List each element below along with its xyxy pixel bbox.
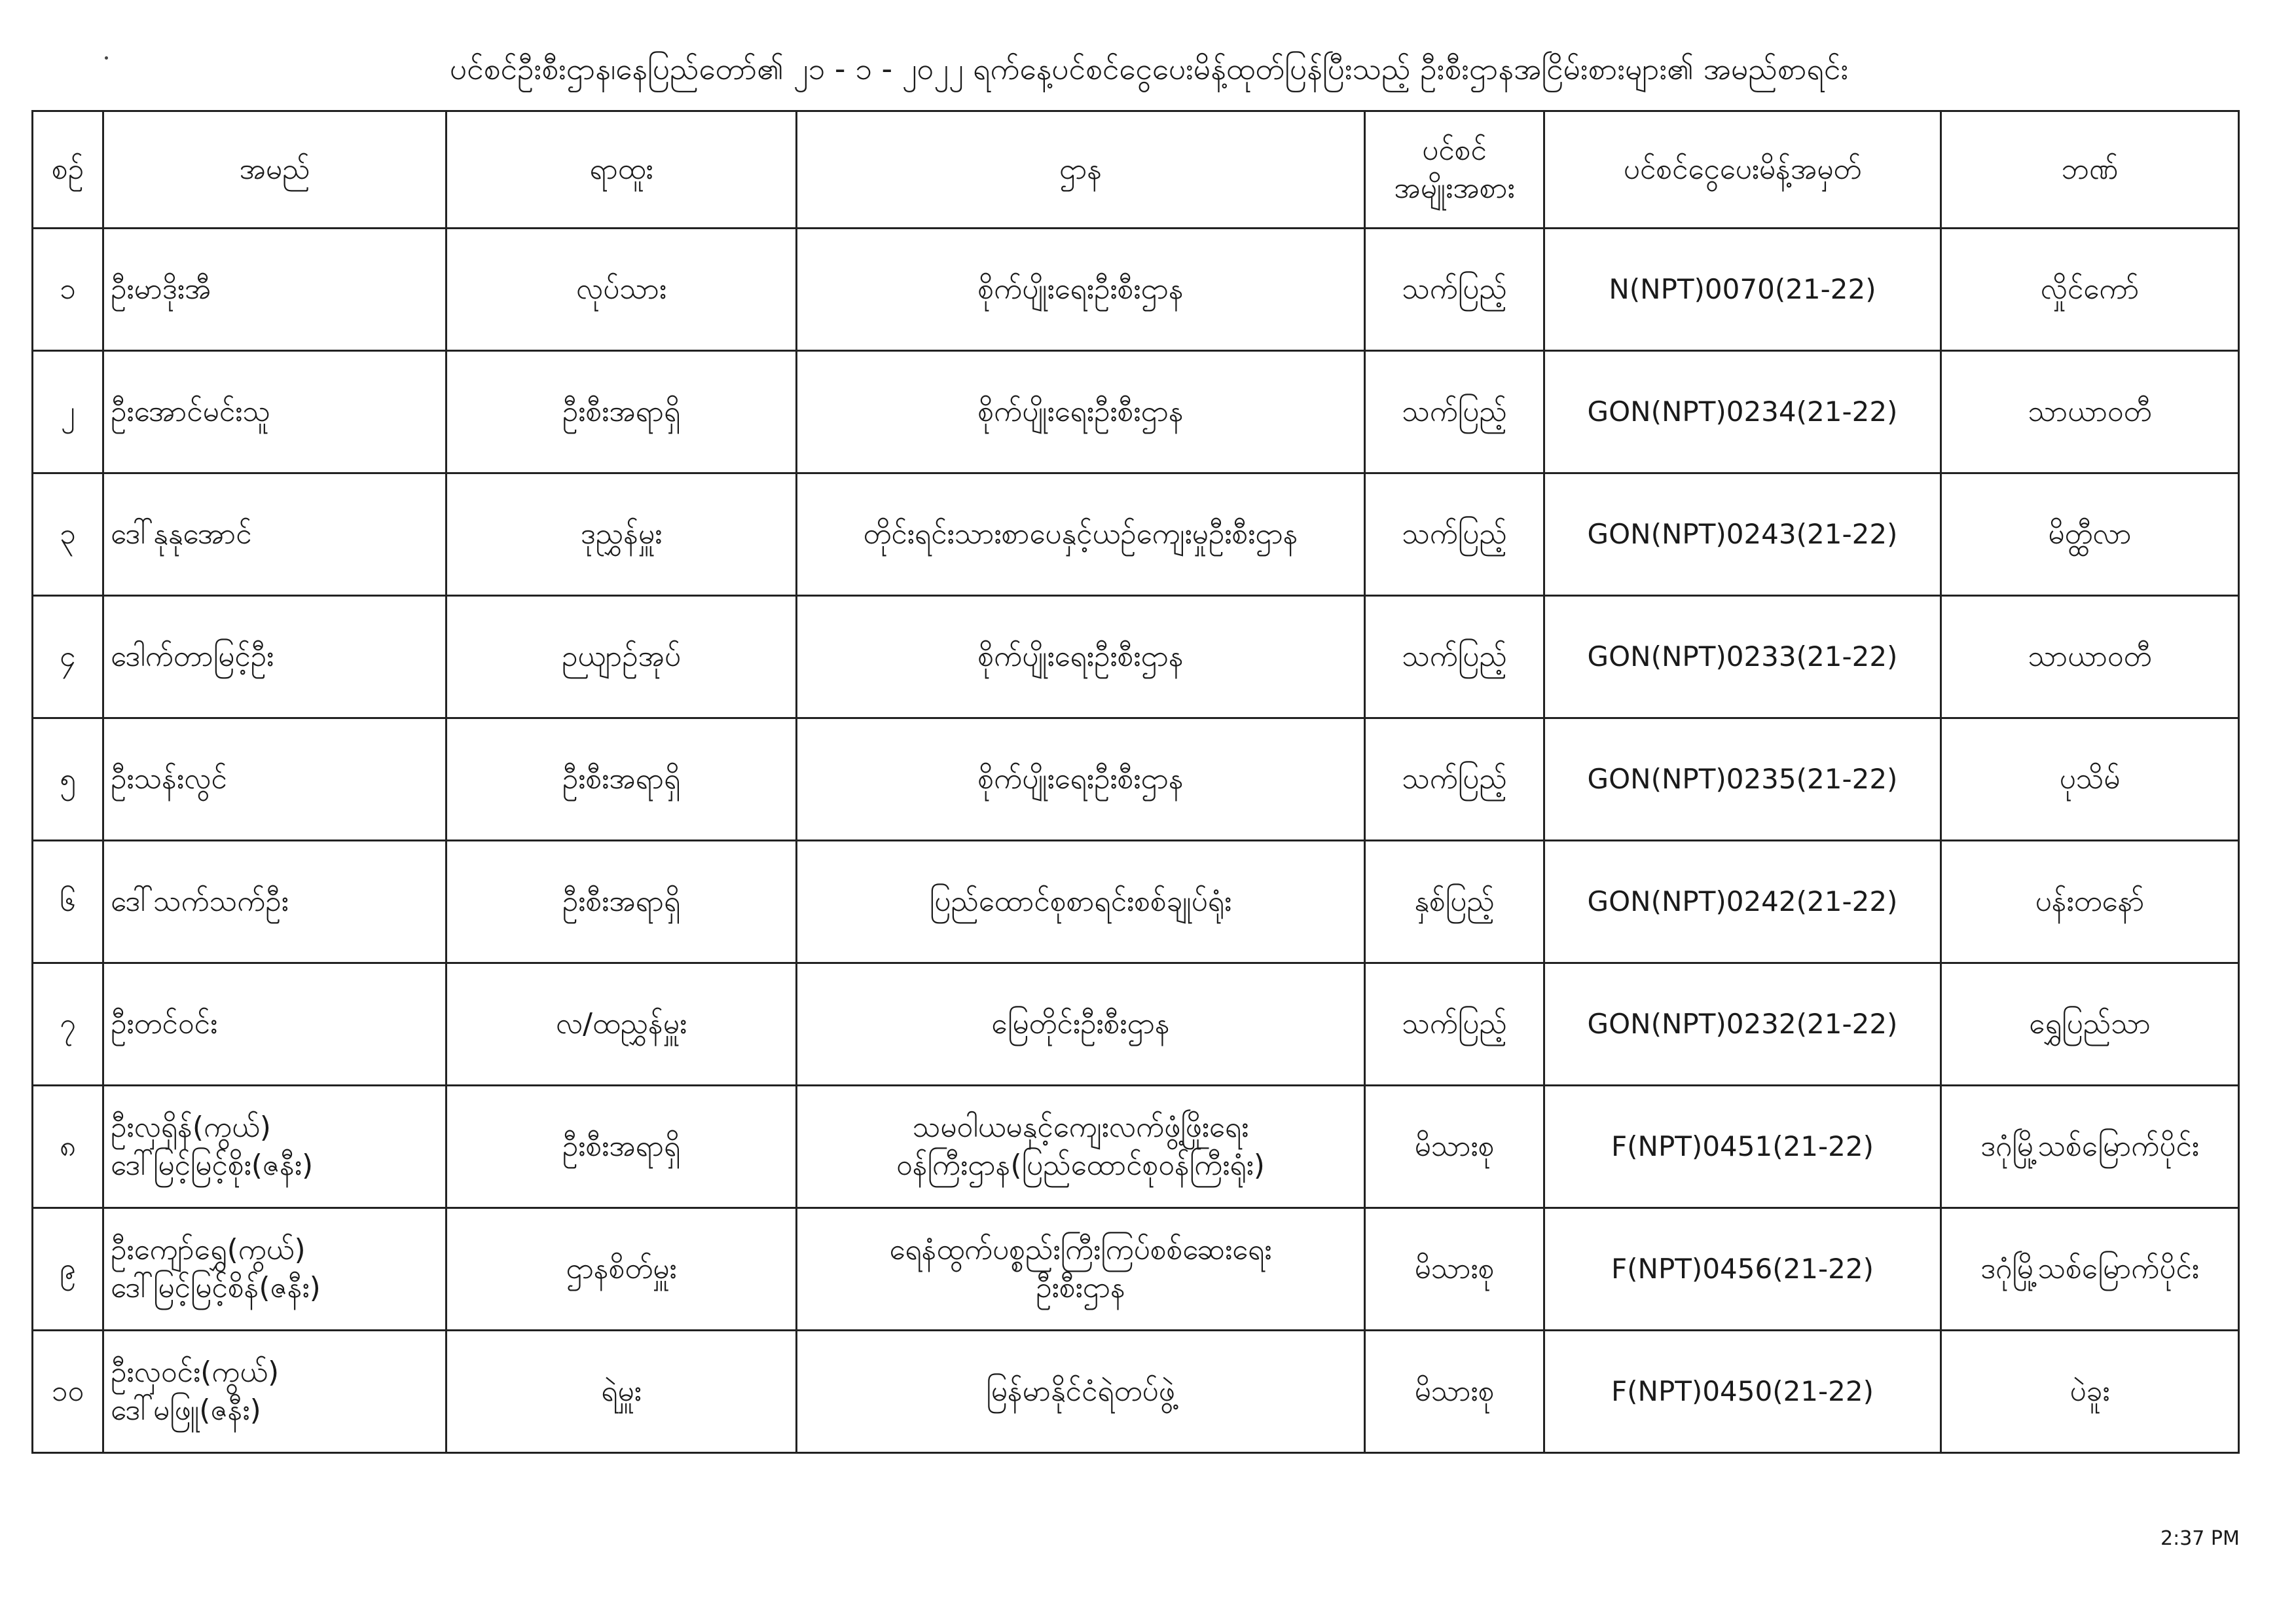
rank-cell: ဦးစီးအရာရှိ bbox=[446, 718, 797, 841]
department-cell-line: တိုင်းရင်းသားစာပေနှင့်ယဉ်ကျေးမှုဦးစီးဌာန bbox=[863, 517, 1298, 551]
rank-cell: လ/ထညွှန်မှူး bbox=[446, 963, 797, 1086]
department-cell-line: ပြည်ထောင်စုစာရင်းစစ်ချုပ်ရုံး bbox=[929, 885, 1232, 918]
department-cell bbox=[797, 963, 1365, 1086]
department-cell bbox=[797, 596, 1365, 718]
department-cell bbox=[797, 1208, 1365, 1331]
bank-cell: ပဲခူး bbox=[1941, 1331, 2239, 1453]
name-cell-line: ဒေါက်တာမြင့်ဦး bbox=[111, 640, 274, 673]
department-cell-line: စိုက်ပျိုးရေးဦးစီးဌာန bbox=[977, 640, 1184, 673]
table-row bbox=[33, 841, 2239, 963]
order-number-cell: GON(NPT)0242(21-22) bbox=[1544, 841, 1941, 963]
bank-cell: မိတ္ထီလာ bbox=[1941, 473, 2239, 596]
order-number-cell: GON(NPT)0243(21-22) bbox=[1544, 473, 1941, 596]
rank-cell: ဦးစီးအရာရှိ bbox=[446, 1086, 797, 1208]
name-cell bbox=[103, 963, 446, 1086]
table-row bbox=[33, 229, 2239, 351]
rank-cell: ဒုညွှန်မှူး bbox=[446, 473, 797, 596]
name-cell-line: ဒေါ်သက်သက်ဦး bbox=[111, 885, 289, 918]
name-cell bbox=[103, 351, 446, 473]
rank-cell: ဉယျာဉ်အုပ် bbox=[446, 596, 797, 718]
pensioner-table bbox=[31, 110, 2240, 1454]
department-cell-line: မြန်မာနိုင်ငံရဲတပ်ဖွဲ့ bbox=[986, 1375, 1175, 1408]
rank-cell: ရဲမှူး bbox=[446, 1331, 797, 1453]
order-number-cell: N(NPT)0070(21-22) bbox=[1544, 229, 1941, 351]
print-timestamp: 2:37 PM bbox=[2160, 1527, 2240, 1550]
row-number: ၂ bbox=[33, 351, 103, 473]
row-number: ၃ bbox=[33, 473, 103, 596]
order-number-cell: GON(NPT)0233(21-22) bbox=[1544, 596, 1941, 718]
bank-cell: ဒဂုံမြို့သစ်မြောက်ပိုင်း bbox=[1941, 1086, 2239, 1208]
header-department: ဌာန bbox=[797, 111, 1365, 229]
pension-type-cell: သက်ပြည့် bbox=[1365, 229, 1544, 351]
department-cell-line: ဝန်ကြီးဌာန(ပြည်ထောင်စုဝန်ကြီးရုံး) bbox=[896, 1149, 1265, 1182]
name-cell-line: ဦးသန်းလွင် bbox=[111, 762, 227, 796]
table-row bbox=[33, 351, 2239, 473]
pension-type-cell: သက်ပြည့် bbox=[1365, 596, 1544, 718]
name-cell-line: ဒေါ်မဖြူ(ဇနီး) bbox=[111, 1393, 261, 1427]
table-row bbox=[33, 1331, 2239, 1453]
header-name: အမည် bbox=[103, 111, 446, 229]
name-cell bbox=[103, 473, 446, 596]
name-cell-line: ဦးတင်ဝင်း bbox=[111, 1007, 218, 1041]
department-cell bbox=[797, 718, 1365, 841]
name-cell bbox=[103, 718, 446, 841]
header-rank: ရာထူး bbox=[446, 111, 797, 229]
rank-cell: ဌာနစိတ်မှူး bbox=[446, 1208, 797, 1331]
department-cell-line: စိုက်ပျိုးရေးဦးစီးဌာန bbox=[977, 272, 1184, 306]
table-row bbox=[33, 963, 2239, 1086]
row-number: ၄ bbox=[33, 596, 103, 718]
header-bank: ဘဏ် bbox=[1941, 111, 2239, 229]
row-number: ၉ bbox=[33, 1208, 103, 1331]
order-number-cell: GON(NPT)0235(21-22) bbox=[1544, 718, 1941, 841]
rank-cell: ဦးစီးအရာရှိ bbox=[446, 351, 797, 473]
pension-type-cell: မိသားစု bbox=[1365, 1331, 1544, 1453]
department-cell-line: မြေတိုင်းဦးစီးဌာန bbox=[991, 1007, 1170, 1041]
department-cell-line: စိုက်ပျိုးရေးဦးစီးဌာန bbox=[977, 762, 1184, 796]
page-title: ပင်စင်ဦးစီးဌာန၊နေပြည်တော်၏ ၂၁ - ၁ - ၂၀၂၂ ရက်နေ့ပင်စင်ငွေပေးမိန့်ထုတ်ပြန်ပြီးသည့် ဦးစီးဌာနအငြိမ်းစားများ၏ အမည်စာရင်း bbox=[449, 51, 1849, 86]
pension-type-cell: သက်ပြည့် bbox=[1365, 963, 1544, 1086]
name-cell bbox=[103, 1331, 446, 1453]
name-cell bbox=[103, 841, 446, 963]
name-cell-line: ဦးလှဝင်း(ကွယ်) bbox=[111, 1356, 280, 1389]
name-cell bbox=[103, 596, 446, 718]
pension-type-cell: မိသားစု bbox=[1365, 1086, 1544, 1208]
pension-type-cell: မိသားစု bbox=[1365, 1208, 1544, 1331]
name-cell bbox=[103, 1086, 446, 1208]
name-cell-line: ဦးအောင်မင်းသူ bbox=[111, 395, 270, 428]
bank-cell: ဒဂုံမြို့သစ်မြောက်ပိုင်း bbox=[1941, 1208, 2239, 1331]
row-number: ၅ bbox=[33, 718, 103, 841]
table-row bbox=[33, 473, 2239, 596]
name-cell-line: ဦးလှရှိန်(ကွယ်) bbox=[111, 1111, 271, 1144]
bank-cell: လှိုင်ကော် bbox=[1941, 229, 2239, 351]
department-cell-line: ရေနံထွက်ပစ္စည်းကြီးကြပ်စစ်ဆေးရေး bbox=[889, 1233, 1272, 1266]
header-pension-type-line1: ပင်စင် bbox=[1422, 134, 1487, 167]
header-order-no: ပင်စင်ငွေပေးမိန့်အမှတ် bbox=[1544, 111, 1941, 229]
table-row bbox=[33, 1208, 2239, 1331]
header-no: စဉ် bbox=[33, 111, 103, 229]
row-number: ၆ bbox=[33, 841, 103, 963]
order-number-cell: GON(NPT)0234(21-22) bbox=[1544, 351, 1941, 473]
order-number-cell: F(NPT)0451(21-22) bbox=[1544, 1086, 1941, 1208]
name-cell-line: ဒေါ်မြင့်မြင့်စိန်(ဇနီး) bbox=[111, 1271, 321, 1304]
name-cell bbox=[103, 1208, 446, 1331]
department-cell-line: စိုက်ပျိုးရေးဦးစီးဌာန bbox=[977, 395, 1184, 428]
bank-cell: ပုသိမ် bbox=[1941, 718, 2239, 841]
department-cell-line: ဦးစီးဌာန bbox=[1036, 1271, 1125, 1304]
row-number: ၁ bbox=[33, 229, 103, 351]
rank-cell: ဦးစီးအရာရှိ bbox=[446, 841, 797, 963]
order-number-cell: GON(NPT)0232(21-22) bbox=[1544, 963, 1941, 1086]
bank-cell: ရွှေပြည်သာ bbox=[1941, 963, 2239, 1086]
name-cell-line: ဦးကျော်ရွှေ(ကွယ်) bbox=[111, 1233, 306, 1266]
department-cell bbox=[797, 1331, 1365, 1453]
name-cell-line: ဒေါ်နုနုအောင် bbox=[111, 517, 252, 551]
department-cell bbox=[797, 351, 1365, 473]
row-number: ၇ bbox=[33, 963, 103, 1086]
name-cell bbox=[103, 229, 446, 351]
row-number: ၈ bbox=[33, 1086, 103, 1208]
order-number-cell: F(NPT)0450(21-22) bbox=[1544, 1331, 1941, 1453]
bank-cell: သာယာဝတီ bbox=[1941, 351, 2239, 473]
pension-type-cell: နှစ်ပြည့် bbox=[1365, 841, 1544, 963]
table-row bbox=[33, 718, 2239, 841]
department-cell bbox=[797, 473, 1365, 596]
order-number-cell: F(NPT)0456(21-22) bbox=[1544, 1208, 1941, 1331]
pension-type-cell: သက်ပြည့် bbox=[1365, 473, 1544, 596]
bank-cell: ပန်းတနော် bbox=[1941, 841, 2239, 963]
department-cell bbox=[797, 1086, 1365, 1208]
header-pension-type-line2: အမျိုးအစား bbox=[1394, 172, 1515, 205]
department-cell bbox=[797, 229, 1365, 351]
bank-cell: သာယာဝတီ bbox=[1941, 596, 2239, 718]
rank-cell: လုပ်သား bbox=[446, 229, 797, 351]
header-row bbox=[33, 111, 2239, 229]
department-cell bbox=[797, 841, 1365, 963]
table-row bbox=[33, 1086, 2239, 1208]
department-cell-line: သမဝါယမနှင့်ကျေးလက်ဖွံ့ဖြိုးရေး bbox=[912, 1111, 1249, 1144]
table-body bbox=[33, 229, 2239, 1453]
pension-type-cell: သက်ပြည့် bbox=[1365, 718, 1544, 841]
pension-type-cell: သက်ပြည့် bbox=[1365, 351, 1544, 473]
header-pension-type bbox=[1365, 111, 1544, 229]
row-number: ၁၀ bbox=[33, 1331, 103, 1453]
table-row bbox=[33, 596, 2239, 718]
name-cell-line: ဦးမာဒိုးအီ bbox=[111, 272, 211, 306]
name-cell-line: ဒေါ်မြင့်မြင့်စိုး(ဇနီး) bbox=[111, 1149, 314, 1182]
